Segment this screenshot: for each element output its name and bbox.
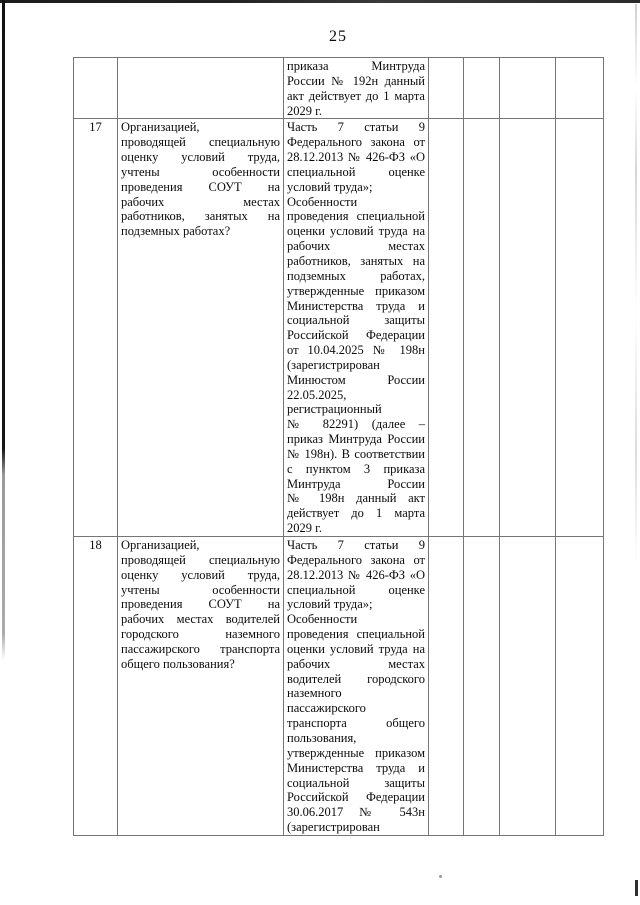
text-line: оценку условий труда,: [121, 150, 280, 165]
text-line: рабочих местах: [121, 194, 280, 209]
text-line: России № 192н данный: [287, 73, 425, 88]
text-line: оценки условий труда на: [287, 224, 425, 239]
text-line: проведения специальной: [287, 627, 425, 642]
text-line: социальной защиты: [287, 775, 425, 790]
table-row-18: [74, 537, 604, 836]
question-cell: [118, 58, 284, 119]
text-line: рабочих местах: [287, 656, 425, 671]
text-line: действует до 1 марта: [287, 506, 425, 521]
text-line: регистрационный: [287, 402, 382, 417]
empty-cell: [556, 119, 604, 537]
checklist-table: [73, 57, 604, 836]
text-line: учтены особенности: [121, 582, 280, 597]
text-line: Организацией,: [121, 538, 200, 552]
text-line: пассажирского: [287, 701, 366, 716]
text-line: Федерального закона от: [287, 135, 425, 150]
text-line: рабочих местах: [287, 239, 425, 254]
text-line: специальной оценке: [287, 164, 425, 179]
text-line: проводящей специальную: [121, 135, 280, 150]
legal-basis-cell: [284, 58, 429, 119]
empty-cell: [464, 119, 500, 537]
text-line: водителей городского: [287, 671, 425, 686]
text-line: оценку условий труда,: [121, 567, 280, 582]
table-row-continuation: [74, 58, 604, 119]
text-line: Часть 7 статьи 9: [287, 120, 425, 135]
text-line: утвержденные приказом: [287, 745, 425, 760]
text-line: Федерального закона от: [287, 552, 425, 567]
empty-cell: [464, 537, 500, 836]
text-line: № 198н). В соответствии: [287, 446, 425, 461]
text-line: городского наземного: [121, 627, 280, 642]
text-line: Российской Федерации: [287, 790, 425, 805]
text-line: специальной оценке: [287, 582, 425, 597]
text-line: условий труда»;: [287, 179, 373, 194]
text-line: подземных работах?: [121, 224, 231, 239]
text-line: пользования,: [287, 730, 357, 745]
scan-edge-top: [0, 0, 640, 3]
text-line: пассажирского транспорта: [121, 641, 280, 656]
scan-edge-mark: [635, 880, 638, 896]
empty-cell: [556, 58, 604, 119]
page-number: 25: [329, 28, 347, 45]
text-line: Минтруда России: [287, 476, 425, 491]
text-line: подземных работах,: [287, 268, 425, 283]
empty-cell: [556, 537, 604, 836]
empty-cell: [500, 119, 556, 537]
empty-cell: [429, 537, 464, 836]
text-line: 2029 г.: [287, 103, 322, 118]
text-line: Часть 7 статьи 9: [287, 538, 425, 552]
empty-cell: [500, 58, 556, 119]
row-number-cell: [74, 58, 118, 119]
text-line: Российской Федерации: [287, 328, 425, 343]
empty-cell: [464, 58, 500, 119]
text-line: приказа Минтруда: [287, 59, 425, 73]
text-line: проведения СОУТ на: [121, 179, 280, 194]
text-line: работников, занятых на: [121, 209, 280, 224]
text-line: проведения специальной: [287, 209, 425, 224]
text-line: условий труда»;: [287, 597, 373, 612]
text-line: Организацией,: [121, 120, 200, 135]
text-line: 22.05.2025,: [287, 387, 347, 402]
text-line: оценки условий труда на: [287, 641, 425, 656]
text-line: проводящей специальную: [121, 552, 280, 567]
empty-cell: [500, 537, 556, 836]
row-number-cell: 17: [74, 119, 118, 537]
text-line: проведения СОУТ на: [121, 597, 280, 612]
text-line: Особенности: [287, 612, 358, 627]
text-line: Министерства труда и: [287, 760, 425, 775]
text-line: Минюстом России: [287, 372, 425, 387]
text-line: (зарегистрирован: [287, 820, 380, 835]
question-cell: [118, 119, 284, 537]
text-line: Министерства труда и: [287, 298, 425, 313]
question-cell: [118, 537, 284, 836]
text-line: 2029 г.: [287, 521, 322, 536]
legal-basis-cell: [284, 119, 429, 537]
text-line: социальной защиты: [287, 313, 425, 328]
text-line: 28.12.2013 № 426-ФЗ «О: [287, 567, 425, 582]
text-line: с пунктом 3 приказа: [287, 461, 425, 476]
text-line: рабочих местах водителей: [121, 612, 280, 627]
table-row-17: [74, 119, 604, 537]
text-line: приказ Минтруда России: [287, 432, 425, 447]
text-line: № 198н данный акт: [287, 491, 425, 506]
scan-edge-left: [2, 0, 5, 660]
text-line: наземного: [287, 686, 342, 701]
legal-basis-cell: [284, 537, 429, 836]
scan-speck: [439, 875, 442, 878]
text-line: транспорта общего: [287, 716, 425, 731]
text-line: Особенности: [287, 194, 358, 209]
text-line: акт действует до 1 марта: [287, 88, 425, 103]
empty-cell: [429, 119, 464, 537]
text-line: работников, занятых на: [287, 253, 425, 268]
text-line: № 82291) (далее –: [287, 417, 425, 432]
scan-edge-right: [635, 4, 637, 564]
text-line: учтены особенности: [121, 164, 280, 179]
text-line: общего пользования?: [121, 656, 235, 671]
text-line: от 10.04.2025 № 198н: [287, 343, 425, 358]
text-line: 28.12.2013 № 426-ФЗ «О: [287, 150, 425, 165]
text-line: утвержденные приказом: [287, 283, 425, 298]
row-number-cell: 18: [74, 537, 118, 836]
text-line: 30.06.2017 № 543н: [287, 805, 425, 820]
empty-cell: [429, 58, 464, 119]
text-line: (зарегистрирован: [287, 357, 380, 372]
